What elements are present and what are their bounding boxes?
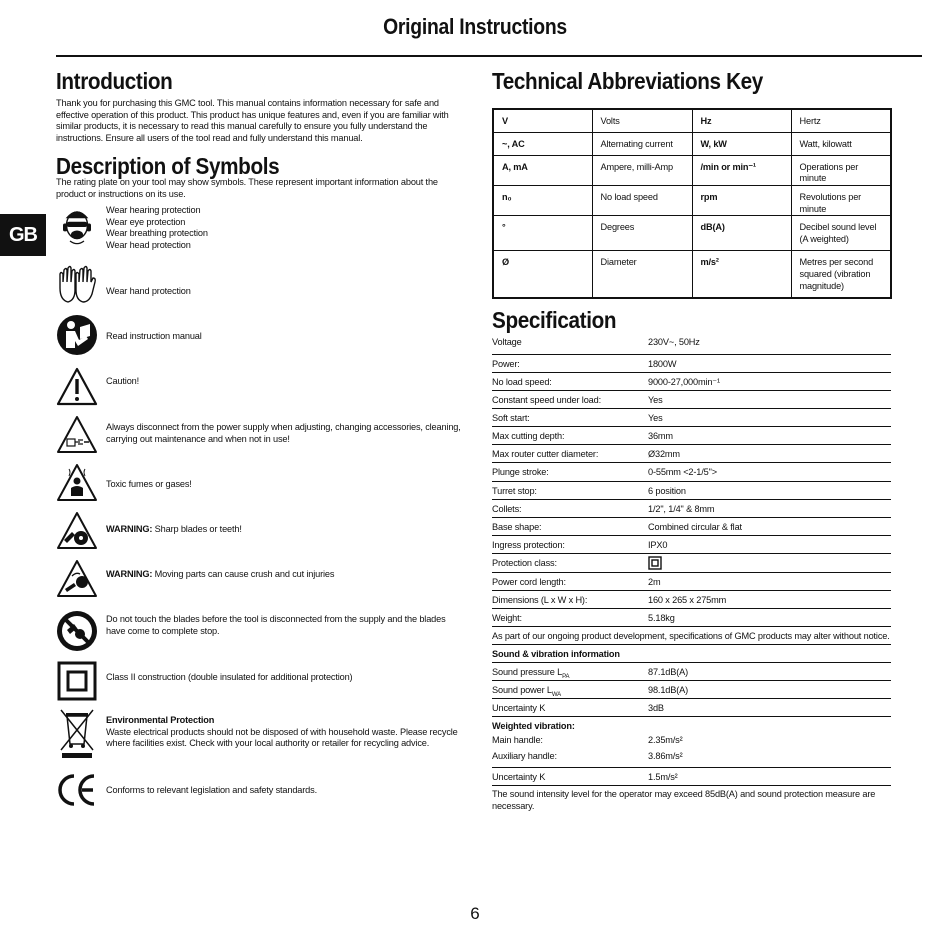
spec-row [492, 768, 891, 786]
symbol-row-caution [56, 366, 466, 406]
sound-intensity-note: The sound intensity level for the operator may exceed 85dB(A) and sound protection measure are necessary. [492, 789, 876, 811]
spec-label: Weight: [492, 613, 522, 623]
ce-mark-icon [56, 772, 98, 808]
spec-label: Collets: [492, 504, 522, 514]
symbol-row-class-ii [56, 660, 466, 700]
language-tab: GB [0, 214, 46, 256]
spec-label: Ingress protection: [492, 540, 565, 550]
abbr-symbol: W, kW [692, 132, 791, 155]
ce-text: Conforms to relevant legislation and safety standards. [106, 785, 317, 795]
sound-pressure-label: Sound pressure L [492, 667, 563, 677]
spec-value: Ø32mm [648, 449, 680, 459]
blades-text [106, 524, 466, 536]
symbol-row-ce [56, 772, 466, 808]
sharp-blades-icon [56, 510, 98, 552]
spec-row [492, 445, 891, 463]
abbr-row [493, 109, 891, 132]
spec-label: Protection class: [492, 558, 557, 568]
read-manual-icon [56, 314, 98, 356]
abbr-symbol: n₀ [493, 185, 592, 215]
symbol-row-ppe [56, 206, 466, 254]
abbr-meaning: Alternating current [592, 132, 692, 155]
gloves-text: Wear hand protection [106, 286, 191, 296]
ppe-line-hearing: Wear hearing protection [106, 205, 201, 215]
disconnect-power-icon [56, 414, 98, 456]
spec-label: Soft start: [492, 413, 530, 423]
spec-label: Power: [492, 359, 520, 369]
spec-value: 3dB [648, 703, 664, 713]
caution-icon [56, 366, 98, 408]
abbr-meaning: Ampere, milli-Amp [592, 155, 692, 185]
spec-row [492, 609, 891, 627]
spec-label: Max cutting depth: [492, 431, 565, 441]
page-title: Original Instructions [383, 14, 567, 39]
moving-parts-icon [56, 558, 98, 600]
spec-row [492, 518, 891, 536]
introduction-heading: Introduction [56, 68, 173, 94]
abbr-row [493, 251, 891, 298]
spec-label: Uncertainty K [492, 772, 546, 782]
spec-label: Max router cutter diameter: [492, 449, 599, 459]
spec-label: Power cord length: [492, 577, 566, 587]
weee-title: Environmental Protection [106, 715, 215, 725]
spec-row [492, 536, 891, 554]
spec-value: 1800W [648, 359, 677, 369]
abbr-row [493, 155, 891, 185]
abbr-meaning: Diameter [592, 251, 692, 298]
manual-text: Read instruction manual [106, 331, 202, 341]
abbr-meaning: Volts [592, 109, 692, 132]
symbol-row-moving [56, 558, 466, 602]
spec-row [492, 681, 891, 699]
abbr-meaning: Decibel sound level (A weighted) [791, 216, 891, 251]
moving-warning-label: WARNING: [106, 569, 153, 579]
spec-value: 160 x 265 x 275mm [648, 595, 727, 605]
ppe-line-head: Wear head protection [106, 240, 191, 251]
abbr-meaning: Operations per minute [791, 155, 891, 185]
spec-label: Turret stop: [492, 486, 537, 496]
sound-power-sub: WA [551, 691, 562, 698]
spec-value: 1.5m/s² [648, 772, 678, 782]
spec-row [492, 391, 891, 409]
spec-value: Yes [648, 413, 663, 423]
abbr-row [493, 132, 891, 155]
weee-text [106, 715, 466, 750]
weee-body: Waste electrical products should not be disposed of with household waste. Please recycle where facilities exist. Check with your local authority or retailer for recycling advice. [106, 726, 458, 749]
spec-label: Base shape: [492, 522, 542, 532]
caution-text: Caution! [106, 376, 140, 386]
symbol-row-gloves [56, 264, 466, 308]
symbol-row-manual [56, 314, 466, 356]
abbr-symbol: /min or min⁻¹ [692, 155, 791, 185]
spec-row [492, 750, 891, 768]
weee-bin-icon [56, 708, 98, 762]
symbol-row-weee [56, 708, 466, 762]
spec-value: 2m [648, 577, 661, 587]
blades-warning-text: Sharp blades or teeth! [152, 524, 242, 534]
spec-label: No load speed: [492, 377, 552, 387]
do-not-touch-icon [56, 610, 98, 652]
class-ii-text: Class II construction (double insulated for additional protection) [106, 672, 353, 682]
page-number: 6 [470, 904, 480, 923]
spec-row [492, 336, 891, 355]
spec-label: Plunge stroke: [492, 467, 549, 477]
spec-value: 87.1dB(A) [648, 667, 689, 677]
abbr-row [493, 185, 891, 215]
do-not-touch-text: Do not touch the blades before the tool is disconnected from the supply and the blades have come to complete stop. [106, 614, 446, 636]
sound-power-label: Sound power L [492, 685, 552, 695]
abbr-meaning: Degrees [592, 216, 692, 251]
sound-pressure-sub: PA [562, 673, 570, 680]
moving-text [106, 569, 466, 581]
abbreviations-table [492, 108, 892, 299]
abbr-symbol: Ø [493, 251, 592, 298]
abbr-symbol: Hz [692, 109, 791, 132]
abbr-symbol: V [493, 109, 592, 132]
spec-row [492, 554, 891, 573]
symbol-row-toxic [56, 462, 466, 504]
spec-value: IPX0 [648, 540, 668, 550]
spec-label: Uncertainty K [492, 703, 546, 713]
class-ii-icon [56, 660, 98, 702]
spec-value [648, 558, 891, 572]
spec-row [492, 573, 891, 591]
spec-row [492, 734, 891, 750]
spec-value: 2.35m/s² [648, 735, 683, 745]
toxic-fumes-icon [56, 462, 98, 504]
specification-list [492, 336, 891, 812]
abbr-meaning: Hertz [791, 109, 891, 132]
symbols-intro: The rating plate on your tool may show symbols. These represent important information about the product or instructions on its use. [56, 177, 438, 199]
spec-value: 5.18kg [648, 613, 675, 623]
abbr-symbol: A, mA [493, 155, 592, 185]
spec-label: Dimensions (L x W x H): [492, 595, 588, 605]
spec-label: Constant speed under load: [492, 395, 601, 405]
spec-change-note: As part of our ongoing product development, specifications of GMC products may alter without notice. [492, 627, 891, 645]
spec-value: 98.1dB(A) [648, 685, 689, 695]
spec-value: Combined circular & flat [648, 522, 742, 532]
abbr-symbol: m/s² [692, 251, 791, 298]
spec-row [492, 373, 891, 391]
spec-label [492, 667, 648, 680]
spec-row [492, 355, 891, 373]
ppe-line-eye: Wear eye protection [106, 216, 186, 227]
toxic-text: Toxic fumes or gases! [106, 479, 192, 489]
ppe-line-breathing: Wear breathing protection [106, 228, 208, 239]
spec-label: Voltage [492, 337, 522, 347]
moving-warning-text: Moving parts can cause crush and cut injuries [152, 569, 335, 579]
abbr-meaning: Revolutions per minute [791, 185, 891, 215]
spec-value: 6 position [648, 486, 686, 496]
spec-row [492, 500, 891, 518]
gloves-icon [56, 264, 98, 306]
spec-label: Auxiliary handle: [492, 751, 557, 761]
abbr-symbol: dB(A) [692, 216, 791, 251]
spec-value: 9000-27,000min⁻¹ [648, 377, 720, 387]
ppe-text [106, 205, 466, 252]
abbr-meaning: Metres per second squared (vibration magnitude) [791, 251, 891, 298]
spec-value: 0-55mm <2-1/5"> [648, 467, 717, 477]
weighted-vibration-heading: Weighted vibration: [492, 721, 575, 731]
spec-row [492, 699, 891, 717]
spec-label: Main handle: [492, 735, 543, 745]
abbr-symbol: rpm [692, 185, 791, 215]
abbr-row [493, 216, 891, 251]
introduction-text: Thank you for purchasing this GMC tool. This manual contains information necessary for safe and effective operation of this product. This product has unique features and, even if you are familiar with similar products, it is necessary to read this manual carefully to ensure you fully understand the instructions. Ensure all users of the tool read and fully understand this manual. [56, 98, 449, 144]
spec-row [492, 463, 891, 482]
abbr-symbol: ~, AC [493, 132, 592, 155]
spec-label [492, 685, 648, 698]
spec-value: Yes [648, 395, 663, 405]
sound-vibration-heading: Sound & vibration information [492, 645, 891, 663]
spec-value: 1/2", 1/4" & 8mm [648, 504, 715, 514]
abbr-meaning: Watt, kilowatt [791, 132, 891, 155]
class-ii-small-icon [648, 556, 662, 570]
blades-warning-label: WARNING: [106, 524, 153, 534]
spec-row [492, 591, 891, 609]
spec-row [492, 409, 891, 427]
spec-row [492, 482, 891, 500]
abbreviations-heading: Technical Abbreviations Key [492, 68, 763, 94]
symbol-row-do-not-touch [56, 610, 466, 654]
title-divider [56, 55, 922, 57]
abbr-meaning: No load speed [592, 185, 692, 215]
disconnect-text: Always disconnect from the power supply when adjusting, changing accessories, cleaning, carrying out maintenance and when not in use! [106, 422, 461, 444]
symbols-heading: Description of Symbols [56, 153, 280, 179]
spec-value: 230V~, 50Hz [648, 337, 700, 347]
spec-value: 3.86m/s² [648, 751, 683, 761]
symbol-row-disconnect [56, 414, 466, 454]
spec-value: 36mm [648, 431, 673, 441]
symbol-row-blades [56, 510, 466, 552]
specification-heading: Specification [492, 307, 617, 333]
abbr-symbol: ° [493, 216, 592, 251]
spec-row [492, 663, 891, 681]
ppe-head-icon [56, 206, 98, 248]
spec-row [492, 427, 891, 445]
